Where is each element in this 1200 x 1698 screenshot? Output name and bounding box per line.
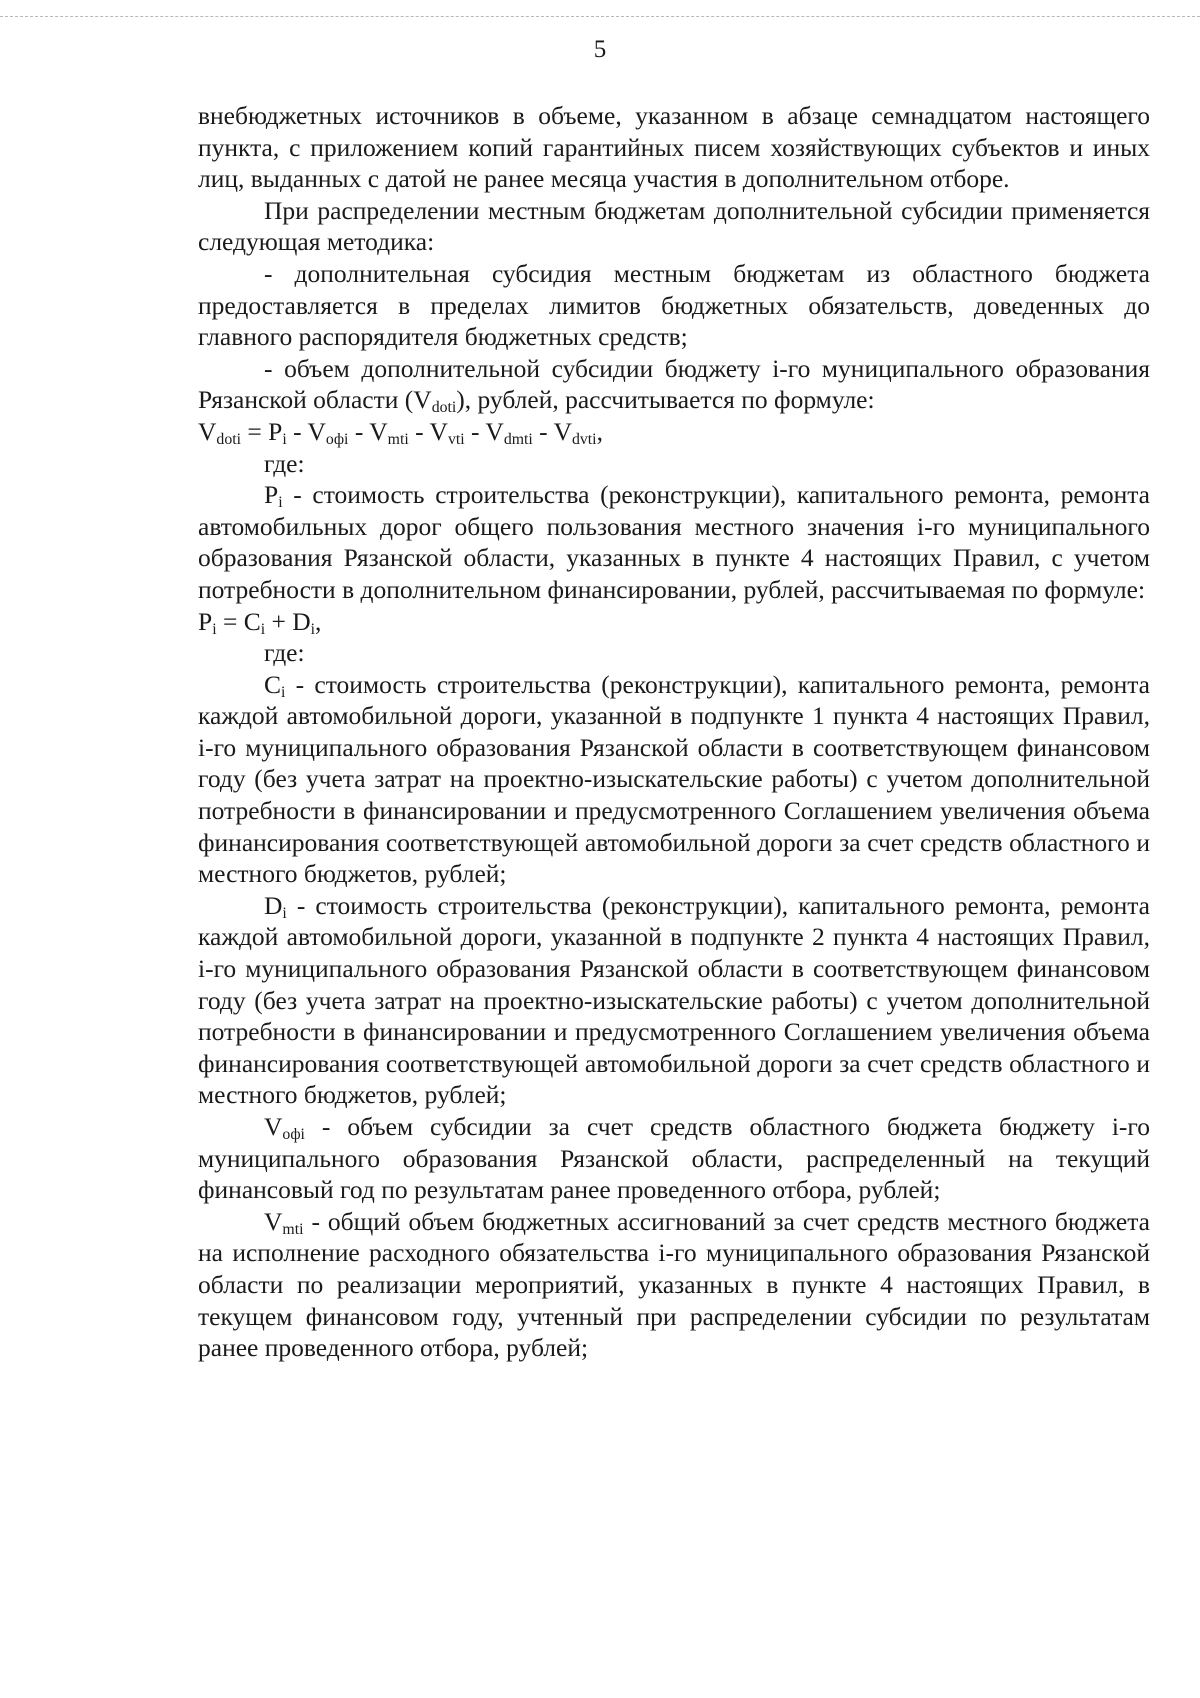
formula-subscript: doti (216, 430, 241, 448)
definition-v-mt (198, 1206, 1150, 1364)
definition-text: - стоимость строительства (реконструкции), капитального ремонта, ремонта автомобильных дорог общего пользования местного значения i-го муниципального образования Рязанской области, указанных в пункте 4 настоящих Правил, с учетом потребности в дополнительном финансировании, рублей, рассчитываемая по формуле: (198, 480, 1150, 604)
formula-term: - V (532, 416, 572, 446)
definition-subscript: офi (282, 1125, 305, 1143)
formula-term: V (198, 416, 217, 446)
definition-subscript: i (282, 904, 287, 922)
definition-v-of (198, 1111, 1150, 1206)
document-body (198, 100, 1150, 1364)
definition-symbol: D (264, 890, 283, 920)
formula-subscript: i (212, 620, 217, 638)
definition-c (198, 669, 1150, 890)
where-label-1: где: (264, 448, 305, 478)
definition-symbol: V (264, 1206, 283, 1236)
formula-pi (198, 606, 1150, 638)
formula-subscript: i (282, 430, 287, 448)
formula-term: P (198, 606, 213, 636)
definition-text: - общий объем бюджетных ассигнований за счет средств местного бюджета на исполнение расходного обязательства i-го муниципального образования Рязанской области по реализации мероприятий, указанных в пункте 4 настоящих Правил, в текущем финансовом году, учтенный при распределении субсидии по результатам ранее проведенного отбора, рублей; (198, 1206, 1150, 1363)
definition-subscript: mti (282, 1220, 304, 1238)
formula-term: , (315, 606, 322, 636)
definition-symbol: C (264, 669, 282, 699)
definition-text: - стоимость строительства (реконструкции), капитального ремонта, ремонта каждой автомобильной дороги, указанной в подпункте 1 пункта 4 настоящих Правил, i-го муниципального образования Рязанской области в соответствующем финансовом году (без учета затрат на проектно-изыскательские работы) с учетом дополнительной потребности в финансировании и предусмотренного Соглашением увеличения объема финансирования соответствующей автомобильной дороги за счет средств областного и местного бюджетов, рублей; (198, 669, 1150, 889)
formula-subscript: dvti (572, 430, 597, 448)
formula-term: = P (241, 416, 283, 446)
formula-subscript: офi (325, 430, 349, 448)
paragraph-subsidy-volume (198, 353, 1150, 416)
formula-term: - V (286, 416, 326, 446)
formula-term: = C (216, 606, 261, 636)
formula-term: + D (265, 606, 311, 636)
formula-term: - V (408, 416, 448, 446)
definition-symbol: V (264, 1112, 283, 1141)
formula-subscript: i (310, 620, 316, 638)
paragraph-extrabudgetary-sources: внебюджетных источников в объеме, указанном в абзаце семнадцатом настоящего пункта, с приложением копий гарантийных писем хозяйствующих субъектов и иных лиц, выданных с датой не ранее месяца участия в дополнительном отборе. (198, 101, 1150, 194)
definition-text: - объем субсидии за счет средств областного бюджета бюджету i-го муниципального образования Рязанской области, распределенный на текущий финансовый год по результатам ранее проведенного отбора, рублей; (198, 1112, 1150, 1205)
formula-subscript: i (260, 620, 266, 638)
subsidy-volume-text-b: ), рублей, рассчитывается по формуле: (456, 385, 875, 415)
definition-symbol: P (264, 480, 279, 510)
formula-subscript: dmti (503, 430, 533, 448)
definition-subscript: i (278, 494, 283, 512)
paragraph-subsidy-limits: - дополнительная субсидия местным бюджетам из областного бюджета предоставляется в пределах лимитов бюджетных обязательств, доведенных до главного распорядителя бюджетных средств; (198, 258, 1150, 352)
where-label-2: где: (264, 638, 305, 668)
definition-subscript: i (281, 683, 286, 701)
formula-subscript: vti (447, 430, 465, 448)
formula-term: - V (464, 416, 504, 446)
definition-p (198, 479, 1150, 605)
subsidy-volume-subscript: doti (431, 399, 457, 417)
scan-top-edge (0, 16, 1200, 17)
definition-d (198, 890, 1150, 1111)
definition-text: - стоимость строительства (реконструкции), капитального ремонта, ремонта каждой автомобильной дороги, указанной в подпункте 2 пункта 4 настоящих Правил, i-го муниципального образования Рязанской области в соответствующем финансовом году (без учета затрат на проектно-изыскательские работы) с учетом дополнительной потребности в финансировании и предусмотренного Соглашением увеличения объема финансирования соответствующей автомобильной дороги за счет средств областного и местного бюджетов, рублей; (198, 890, 1150, 1110)
paragraph-methodology-intro: При распределении местным бюджетам дополнительной субсидии применяется следующая методика: (198, 195, 1150, 257)
formula-subscript: mti (387, 430, 409, 448)
subsidy-volume-text-a: - объем дополнительной субсидии бюджету i-го муниципального образования Рязанской области (V (198, 353, 1150, 415)
formula-term: , (596, 416, 603, 446)
formula-term: - V (348, 416, 388, 446)
page-number: 5 (593, 36, 607, 63)
formula-vdoti (198, 416, 1150, 448)
